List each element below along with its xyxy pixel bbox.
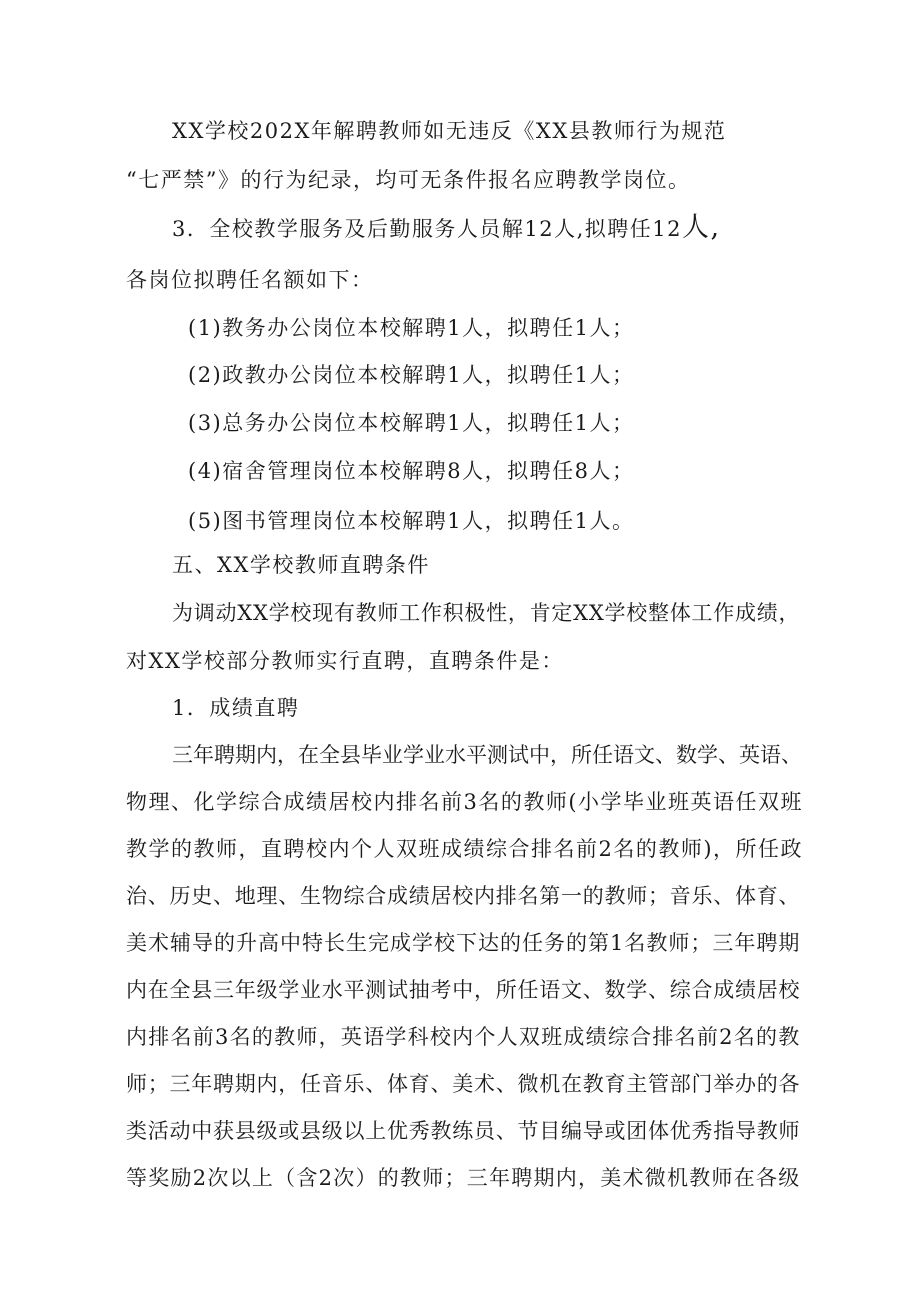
paragraph-line-text: 3．全校教学服务及后勤服务人员解12人,拟聘任12 [172, 217, 682, 241]
paragraph-line: 物理、化学综合成绩居校内排名前3名的教师(小学毕业班英语任双班 [126, 790, 804, 814]
list-item: (3)总务办公岗位本校解聘1人，拟聘任1人； [188, 411, 635, 435]
list-item: (2)政教办公岗位本校解聘1人，拟聘任1人； [188, 363, 635, 387]
paragraph-line: “七严禁”》的行为纪录，均可无条件报名应聘教学岗位。 [126, 168, 691, 192]
paragraph-line: 内排名前3名的教师，英语学科校内个人双班成绩综合排名前2名的教 [126, 1025, 801, 1049]
paragraph-line: 师；三年聘期内，任音乐、体育、美术、微机在教育主管部门举办的各 [126, 1072, 801, 1096]
paragraph-line-tail: 人, [681, 212, 721, 243]
paragraph-line: 美术辅导的升高中特长生完成学校下达的任务的第1名教师；三年聘期 [126, 931, 801, 955]
section-heading: 五、XX学校教师直聘条件 [172, 553, 430, 577]
paragraph-line: 对XX学校部分教师实行直聘，直聘条件是： [126, 649, 564, 673]
paragraph-line: 为调动XX学校现有教师工作积极性，肯定XX学校整体工作成绩， [172, 601, 801, 625]
paragraph-line: 治、历史、地理、生物综合成绩居校内排名第一的教师；音乐、体育、 [126, 884, 801, 908]
list-item: (1)教务办公岗位本校解聘1人，拟聘任1人； [188, 316, 635, 340]
paragraph-line: 教学的教师，直聘校内个人双班成绩综合排名前2名的教师)，所任政 [126, 837, 804, 861]
paragraph-line: XX学校202X年解聘教师如无违反《XX县教师行为规范 [172, 119, 727, 143]
paragraph-line: 等奖励2次以上（含2次）的教师；三年聘期内，美术微机教师在各级 [126, 1166, 801, 1190]
paragraph-line: 类活动中获县级或县级以上优秀教练员、节目编导或团体优秀指导教师 [126, 1119, 801, 1143]
paragraph-line: 内在全县三年级学业水平测试抽考中，所任语文、数学、综合成绩居校 [126, 978, 801, 1002]
paragraph-line: 三年聘期内，在全县毕业学业水平测试中，所任语文、数学、英语、 [172, 743, 802, 767]
paragraph-line: 各岗位拟聘任名额如下： [126, 268, 374, 292]
list-item: (5)图书管理岗位本校解聘1人，拟聘任1人。 [188, 509, 635, 533]
paragraph-line [172, 213, 721, 244]
list-item: (4)宿舍管理岗位本校解聘8人，拟聘任8人； [188, 459, 635, 483]
subsection-heading: 1．成绩直聘 [172, 696, 300, 720]
